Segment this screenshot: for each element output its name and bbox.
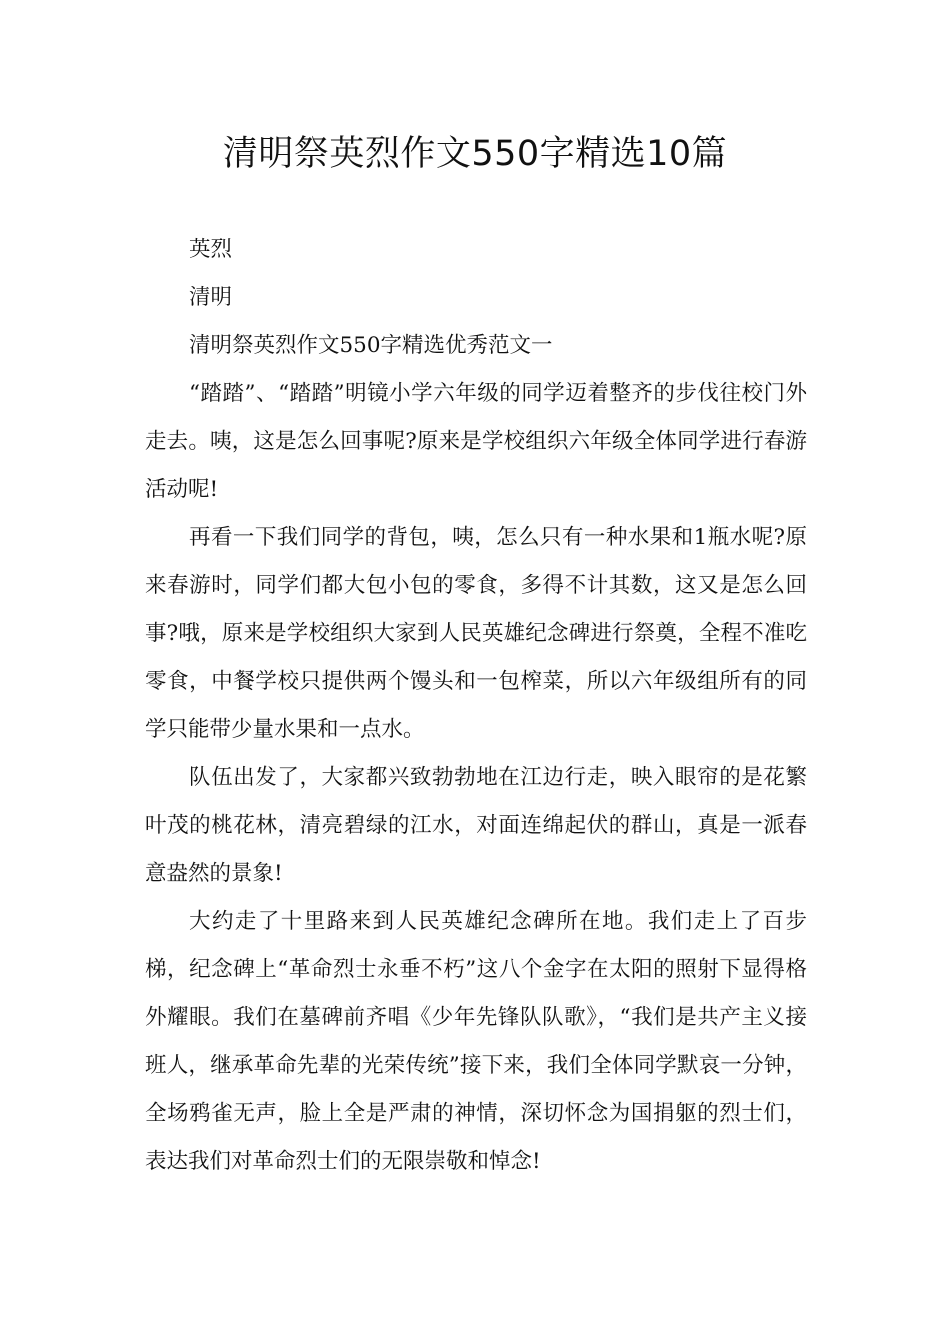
- paragraph-body-4: 大约走了十里路来到人民英雄纪念碑所在地。我们走上了百步梯，纪念碑上“革命烈士永垂不朽”这八个金字在太阳的照射下显得格外耀眼。我们在墓碑前齐唱《少年先锋队队歌》，“我们是共产主义接班人，继承革命先辈的光荣传统”接下来，我们全体同学默哀一分钟，全场鸦雀无声，脸上全是严肃的神情，深切怀念为国捐躯的烈士们，表达我们对革命烈士们的无限崇敬和悼念!: [145, 909, 807, 1174]
- paragraph-body-2: 再看一下我们同学的背包，咦，怎么只有一种水果和1瓶水呢?原来春游时，同学们都大包小包的零食，多得不计其数，这又是怎么回事?哦，原来是学校组织大家到人民英雄纪念碑进行祭奠，全程不准吃零食，中餐学校只提供两个馒头和一包榨菜，所以六年级组所有的同学只能带少量水果和一点水。: [145, 525, 807, 742]
- paragraph-body-1: “踏踏”、“踏踏”明镜小学六年级的同学迈着整齐的步伐往校门外走去。咦，这是怎么回事呢?原来是学校组织六年级全体同学进行春游活动呢!: [145, 381, 807, 502]
- document-title: 清明祭英烈作文550字精选10篇: [222, 134, 728, 174]
- paragraph-keyword-qingming: 清明: [189, 285, 233, 310]
- paragraph-keyword-heroes: 英烈: [189, 237, 233, 262]
- document-body: [145, 226, 807, 1186]
- paragraph-body-3: 队伍出发了，大家都兴致勃勃地在江边行走，映入眼帘的是花繁叶茂的桃花林，清亮碧绿的江水，对面连绵起伏的群山，真是一派春意盎然的景象!: [145, 765, 807, 886]
- paragraph-section-heading: 清明祭英烈作文550字精选优秀范文一: [189, 333, 553, 358]
